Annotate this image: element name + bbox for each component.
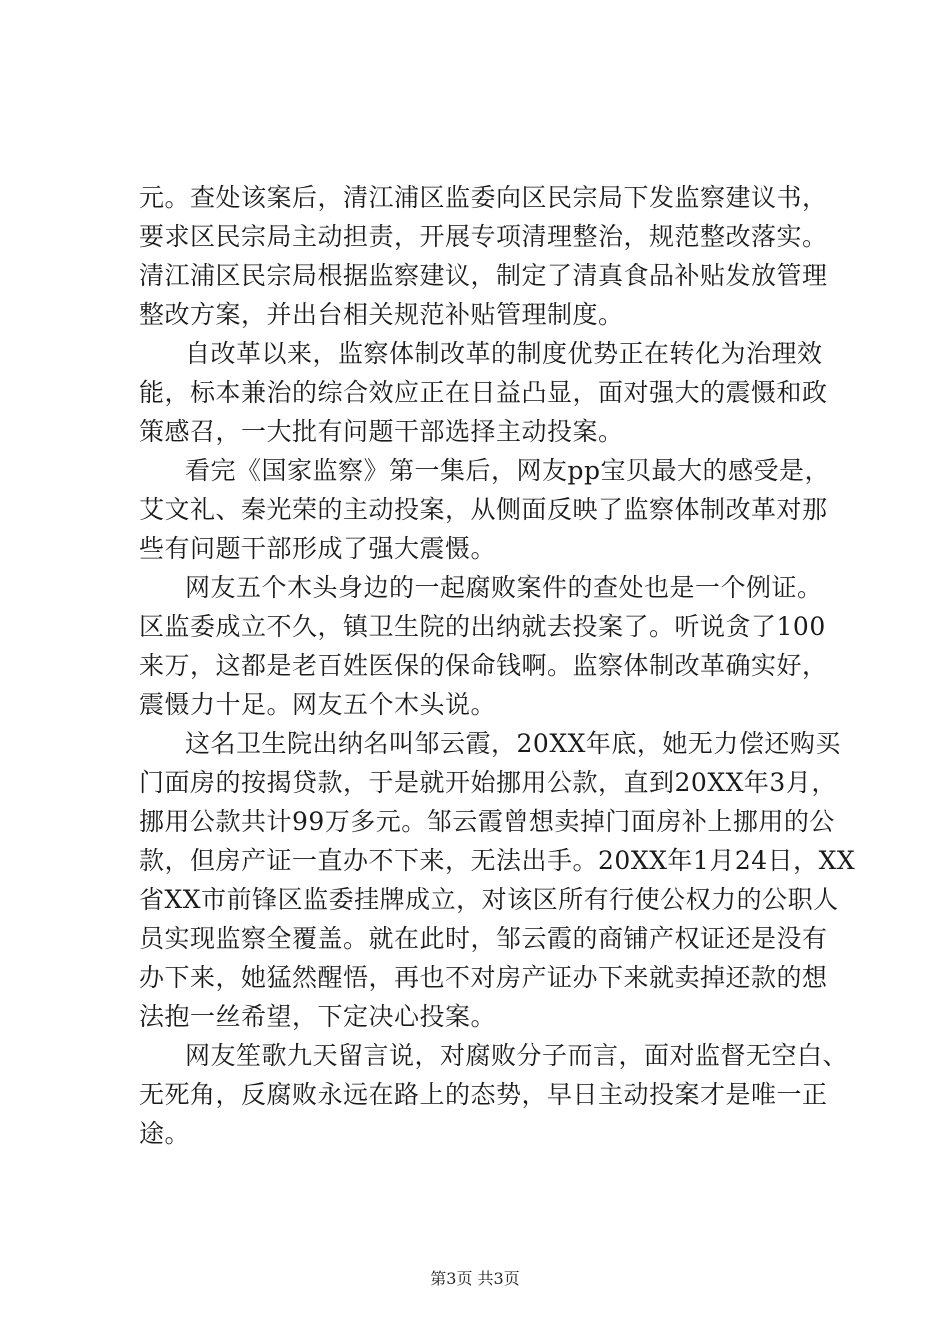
text-line: 震慑力十足。网友五个木头说。 <box>139 690 497 719</box>
text-line: 款，但房产证一直办不下来，无法出手。20XX年1月24日，XX <box>139 846 856 875</box>
text-line: 清江浦区民宗局根据监察建议，制定了清真食品补贴发放管理 <box>139 261 828 290</box>
text-line: 这名卫生院出纳名叫邹云霞，20XX年底，她无力偿还购买 <box>185 729 841 758</box>
text-line: 员实现监察全覆盖。就在此时，邹云霞的商铺产权证还是没有 <box>139 924 828 953</box>
page-footer <box>0 1268 950 1290</box>
text-line: 看完《国家监察》第一集后，网友pp宝贝最大的感受是， <box>185 456 831 485</box>
text-line: 元。查处该案后，清江浦区监委向区民宗局下发监察建议书， <box>139 183 828 212</box>
text-line: 策感召，一大批有问题干部选择主动投案。 <box>139 417 624 446</box>
text-line: 自改革以来，监察体制改革的制度优势正在转化为治理效 <box>185 339 823 368</box>
page-number: 第3页 <box>430 1269 473 1288</box>
text-line: 来万，这都是老百姓医保的保命钱啊。监察体制改革确实好， <box>139 651 828 680</box>
text-line: 艾文礼、秦光荣的主动投案，从侧面反映了监察体制改革对那 <box>139 495 828 524</box>
text-line: 挪用公款共计99万多元。邹云霞曾想卖掉门面房补上挪用的公 <box>139 807 835 836</box>
text-line: 省XX市前锋区监委挂牌成立，对该区所有行使公权力的公职人 <box>139 885 839 914</box>
text-line: 区监委成立不久，镇卫生院的出纳就去投案了。听说贪了100 <box>139 612 826 641</box>
text-line: 网友五个木头身边的一起腐败案件的查处也是一个例证。 <box>185 573 823 602</box>
text-line: 门面房的按揭贷款，于是就开始挪用公款，直到20XX年3月， <box>139 768 837 797</box>
text-line: 要求区民宗局主动担责，开展专项清理整治，规范整改落实。 <box>139 222 828 251</box>
document-body <box>139 178 856 1153</box>
text-line: 些有问题干部形成了强大震慑。 <box>139 534 497 563</box>
text-line: 办下来，她猛然醒悟，再也不对房产证办下来就卖掉还款的想 <box>139 963 828 992</box>
text-line: 途。 <box>139 1119 191 1148</box>
text-line: 无死角，反腐败永远在路上的态势，早日主动投案才是唯一正 <box>139 1080 828 1109</box>
text-line: 能，标本兼治的综合效应正在日益凸显，面对强大的震慑和政 <box>139 378 828 407</box>
page-total: 共3页 <box>477 1269 520 1288</box>
text-line: 网友笙歌九天留言说，对腐败分子而言，面对监督无空白、 <box>185 1041 849 1070</box>
text-line: 整改方案，并出台相关规范补贴管理制度。 <box>139 300 624 329</box>
text-line: 法抱一丝希望，下定决心投案。 <box>139 1002 497 1031</box>
